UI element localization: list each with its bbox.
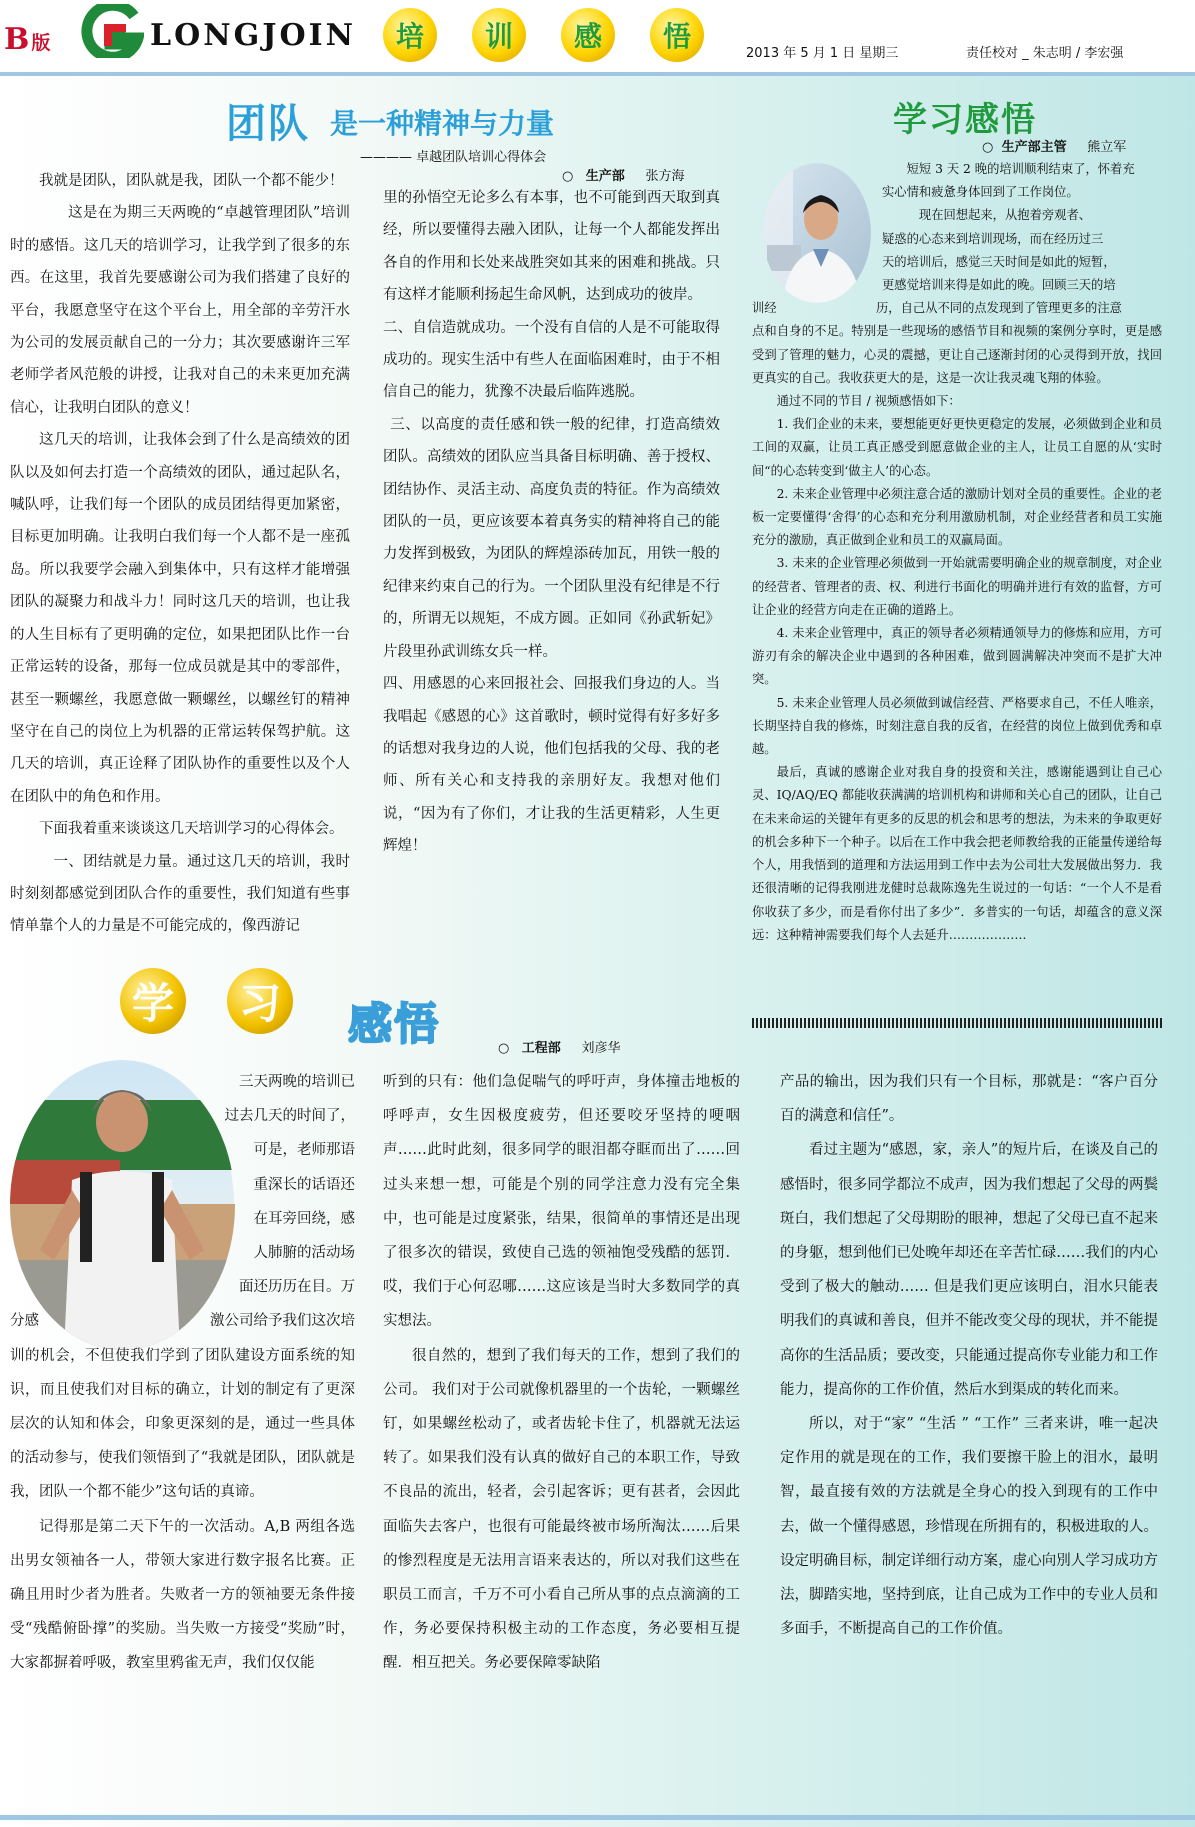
header-char-bubble: 培: [383, 8, 437, 62]
byline-circle-icon: ○: [498, 1041, 510, 1056]
text-fragment: 过去几天的时间了，: [224, 1108, 355, 1125]
byline-name: 张方海: [645, 169, 685, 184]
paragraph: 听到的只有：他们急促喘气的呼吁声，身体撞击地板的呼呼声，女生因极度疲劳，但还要咬牙坚持的哽咽声……此时此刻，很多同学的眼泪都夺眶而出了……回过头来想一想，可能是个别的同学注意力没有完全集中，也可能是过度紧张，结果，很简单的事情还是出现了很多次的错误，致使自己选的领袖饱受残酷的惩罚．哎，我们于心何忍哪……这应该是当时大多数同学的真实想法。: [383, 1074, 740, 1330]
paragraph: 训的机会，不但使我们学到了团队建设方面系统的知识，而且使我们对目标的确立，计划的制定有了更深层次的认知和体会，印象更深刻的是，通过一些具体的活动参与，使我们领悟到了“我就是团队，团队就是我，团队一个都不能少”这句话的真谛。: [10, 1347, 355, 1501]
text-line: [10, 1270, 355, 1304]
paragraph: 三、以高度的责任感和铁一般的纪律，打造高绩效团队。高绩效的团队应当具备目标明确、善于授权、团结协作、灵活主动、高度负责的特征。作为高绩效团队的一员，更应该要本着真务实的精神将自己的能力发挥到极致，为团队的辉煌添砖加瓦，用铁一般的纪律来约束自己的行为。一个团队里没有纪律是不行的，所谓无以规矩，不成方圆。正如同《孙武斩妃》片段里孙武训练女兵一样。: [383, 416, 720, 660]
paragraph: 产品的输出，因为我们只有一个目标，那就是：“客户百分百的满意和信任”。: [780, 1074, 1158, 1125]
section-divider: [752, 1018, 1162, 1028]
header-char-bubble: 悟: [650, 8, 704, 62]
paragraph: 下面我着重来谈谈这几天培训学习的心得体会。: [39, 821, 344, 838]
article2-body: [752, 158, 1162, 947]
logo-text: LONGJOIN: [150, 18, 357, 53]
article1-column-1: [10, 165, 350, 943]
paragraph: 通过不同的节目 / 视频感悟如下：: [776, 394, 961, 409]
article3-title-bubble: 习: [227, 968, 293, 1034]
byline-circle-icon: ○: [982, 140, 994, 155]
article1-title-big: 团队: [226, 101, 310, 147]
paragraph: 4. 未来企业管理中，真正的领导者必须精通领导力的修炼和应用，方可游刃有余的解决企业中遇到的各种困难，做到圆满解决冲突而不是扩大冲突。: [752, 626, 1162, 687]
text-line: [10, 1202, 355, 1236]
paragraph: 二、自信造就成功。一个没有自信的人是不可能取得成功的。现实生活中有些人在面临困难时，由于不相信自己的能力，犹豫不决最后临阵逃脱。: [383, 319, 720, 401]
paragraph: 记得那是第二天下午的一次活动。A,B 两组各选出男女领袖各一人，带领大家进行数字报名比赛。正确且用时少者为胜者。失败者一方的领袖要无条件接受“残酷俯卧撑”的奖励。当失败一方接受“奖励”时，大家都摒着呼吸，教室里鸦雀无声，我们仅仅能: [10, 1518, 355, 1672]
text-line: 天的培训后，感觉三天时间是如此的短暂，: [882, 254, 1116, 269]
byline-dept: 工程部: [521, 1041, 561, 1056]
article3-column-2: [383, 1065, 740, 1681]
text-line: 实心情和疲惫身体回到了工作岗位。: [882, 185, 1079, 200]
text-fragment: 面还历历在目。万: [239, 1279, 355, 1296]
section-letter: B: [4, 22, 30, 57]
article1-title-rest: 是一种精神与力量: [330, 107, 555, 140]
editors: 责任校对 _ 朱志明 / 李宏强: [966, 46, 1124, 61]
byline-circle-icon: ○: [562, 169, 574, 184]
paragraph: 这是在为期三天两晚的“卓越管理团队”培训时的感悟。这几天的培训学习，让我学到了很多的东西。在这里，我首先要感谢公司为我们搭建了良好的平台，我愿意坚守在这个平台上，用全部的辛劳汗水为公司的发展贡献自己的一分力；其次要感谢许三军老师学者风范般的讲授，让我对自己的未来更加充满信心，让我明白团队的意义！: [10, 205, 350, 416]
text-line: 疑惑的心态来到培训现场，而在经历过三: [882, 231, 1104, 246]
byline-dept: 生产部主管: [1001, 140, 1067, 155]
paragraph: 很自然的，想到了我们每天的工作，想到了我们的公司。 我们对于公司就像机器里的一个齿轮，一颗螺丝钉，如果螺丝松动了，或者齿轮卡住了，机器就无法运转了。如果我们没有认真的做好自己的本职工作，导致不良品的流出，轻者，会引起客诉；更有甚者，会因此面临失去客户，也很有可能最终被市场所淘汰……后果的惨烈程度是无法用言语来表达的，所以对我们这些在职员工而言，千万不可小看自己所从事的点点滴滴的工作，务必要保持积极主动的工作态度，务必要相互提醒．相互把关。务必要保障零缺陷: [383, 1347, 740, 1672]
byline-name: 刘彦华: [581, 1041, 621, 1056]
text-line: [10, 1133, 355, 1167]
paragraph: 我就是团队，团队就是我，团队一个都不能少！: [39, 173, 344, 189]
text-line: [10, 1304, 355, 1338]
header-char-bubble: 训: [472, 8, 526, 62]
footer-rule: [0, 1815, 1195, 1820]
text-line: [10, 1065, 355, 1099]
article3-byline: [498, 1037, 620, 1056]
text-line: [10, 1168, 355, 1202]
text-fragment: 激公司给予我们这次培: [210, 1313, 355, 1330]
text-fragment: 历，自己从不同的点发现到了管理更多的注意: [876, 301, 1122, 316]
article1-column-2: [383, 182, 720, 863]
paragraph: 3. 未来的企业管理必须做到一开始就需要明确企业的规章制度，对企业的经营者、管理者的责、权、利进行书面化的明确并进行有效的监督，方可让企业的经营方向走在正确的道路上。: [752, 556, 1162, 617]
paragraph: 一、团结就是力量。通过这几天的培训，我时时刻刻都感觉到团队合作的重要性，我们知道有些事情单靠个人的力量是不可能完成的，像西游记: [10, 853, 350, 935]
text-fragment: 三天两晚的培训已: [239, 1074, 355, 1090]
text-line: 更感觉培训来得是如此的晚。回顾三天的培: [882, 278, 1116, 293]
text-fragment: 可是，老师那语: [253, 1142, 355, 1159]
paragraph: 最后，真诚的感谢企业对我自身的投资和关注，感谢能遇到让自己心灵、IQ/AQ/EQ 都能收获满满的培训机构和讲师和关心自己的团队，让自己在未来命运的关键年有更多的反思的机会和思考的想法，为未来的争取更好的机会多种下一个种子。以后在工作中我会把老师教给我的正能量传递给每个人，用我悟到的道理和方法运用到工作中去为公司壮大发展做出努力．我还很清晰的记得我刚进龙健时总裁陈逸先生说过的一句话：“一个人不是看你收获了多少，而是看你付出了多少”．多普实的一句话，却蕴含的意义深远：这种精神需要我们每个人去延升……………….: [752, 765, 1162, 942]
text-fragment: 分感: [10, 1313, 39, 1330]
text-line: [752, 297, 1162, 320]
paragraph: 这几天的培训，让我体会到了什么是高绩效的团队以及如何去打造一个高绩效的团队，通过起队名，喊队呼，让我们每一个团队的成员团结得更加紧密，目标更加明确。让我明白我们每一个人都不是一座孤岛。所以我要学会融入到集体中，只有这样才能增强团队的凝聚力和战斗力！同时这几天的培训，也让我的人生目标有了更明确的定位，如果把团队比作一台正常运转的设备，那每一位成员就是其中的零部件，甚至一颗螺丝，我愿意做一颗螺丝，以螺丝钉的精神坚守在自己的岗位上为机器的正常运转保驾护航。这几天的培训，真正诠释了团队协作的重要性以及个人在团队中的角色和作用。: [10, 432, 350, 805]
article2-byline: [982, 136, 1126, 155]
byline-dept: 生产部: [585, 169, 625, 184]
paragraph: 四、用感恩的心来回报社会、回报我们身边的人。当我唱起《感恩的心》这首歌时，顿时觉得有好多好多的话想对我身边的人说，他们包括我的父母、我的老师、所有关心和支持我的亲朋好友。我想对他们说，“因为有了你们，才让我的生活更精彩，人生更辉煌！: [383, 676, 720, 855]
section-label: [4, 22, 50, 57]
text-fragment: 人肺腑的活动场: [253, 1245, 355, 1262]
paragraph: 所以，对于“家” “生活 ” “工作” 三者来讲，唯一起决定作用的就是现在的工作，我们要擦干脸上的泪水，最明智，最直接有效的方法就是全身心的投入到现有的工作中去，做一个懂得感恩，珍惜现在所拥有的，积极进取的人。设定明确目标，制定详细行动方案，虚心向別人学习成功方法，脚踏实地，坚持到底，让自己成为工作中的专业人员和多面手，不断提高自己的工作价值。: [780, 1416, 1158, 1638]
text-fragment: 重深长的话语还: [253, 1176, 355, 1193]
paragraph: 2. 未来企业管理中必须注意合适的激励计划对全员的重要性。企业的老板一定要懂得‘舍得’的心态和充分利用激励机制，对企业经营者和员工实施充分的激励，真正做到企业和员工的双赢局面。: [752, 486, 1162, 548]
issue-date: 2013 年 5 月 1 日 星期三: [746, 46, 899, 61]
text-line: 现在回想起来，从抱着旁观者、: [918, 208, 1092, 223]
text-fragment: 训经: [752, 301, 777, 316]
text-fragment: 在耳旁回绕，感: [253, 1210, 355, 1227]
article3-title-bubble: 学: [120, 968, 186, 1034]
paragraph: 点和自身的不足。特别是一些现场的感悟节目和视频的案例分享时，更是感受到了管理的魅力，心灵的震撼，更让自己逐渐封闭的心灵得到开放，找回更真实的自己。我收获更大的是，这是一次让我灵魂飞翔的体验。: [752, 324, 1162, 385]
paragraph: 里的孙悟空无论多么有本事，也不可能到西天取到真经，所以要懂得去融入团队，让每一个人都能发挥出各自的作用和长处来战胜突如其来的困难和挑战。只有这样才能顺利扬起生命风帆，达到成功的彼岸。: [383, 190, 720, 304]
header-char-bubble: 感: [561, 8, 615, 62]
header-rule: [0, 72, 1195, 76]
section-word: 版: [31, 32, 51, 54]
byline-name: 熊立军: [1087, 140, 1127, 155]
article2-title: 学习感悟: [893, 100, 1037, 140]
text-line: 短短 3 天 2 晚的培训顺利结束了，怀着充: [906, 162, 1135, 176]
paragraph: 5. 未来企业管理人员必须做到诚信经营、严格要求自己，不任人唯亲，长期坚持自我的修炼，时刻注意自我的反省，在经营的岗位上做到优秀和卓越。: [752, 695, 1162, 757]
article3-column-3: [780, 1065, 1158, 1646]
longjoin-logo-icon: [80, 4, 144, 58]
paragraph: 看过主题为“感恩，家，亲人”的短片后，在谈及自己的感悟时，很多同学都泣不成声，因为我们想起了父母的两鬓斑白，我们想起了父母期盼的眼神，想起了父母已直不起来的身躯，想到他们已处晚年却还在辛苦忙碌……我们的内心受到了极大的触动…… 但是我们更应该明白，泪水只能表明我们的真诚和善良，但并不能改变父母的现状，并不能提高你的生活品质；要改变，只能通过提高你专业能力和工作能力，提高你的工作价值，然后水到渠成的转化而来。: [780, 1142, 1158, 1398]
text-line: [10, 1236, 355, 1270]
article1-subtitle: ———— 卓越团队培训心得体会: [360, 150, 547, 165]
article3-title-rest: 感悟: [348, 999, 440, 1050]
article3-column-1: [10, 1065, 355, 1681]
text-line: [10, 1099, 355, 1133]
paragraph: 1. 我们企业的未来，要想能更好更快更稳定的发展，必须做到企业和员工间的双赢，让员工真正感受到愿意做企业的主人，让员工自愿的从‘实时间“的心态转变到‘做主人’的心态。: [752, 417, 1162, 478]
